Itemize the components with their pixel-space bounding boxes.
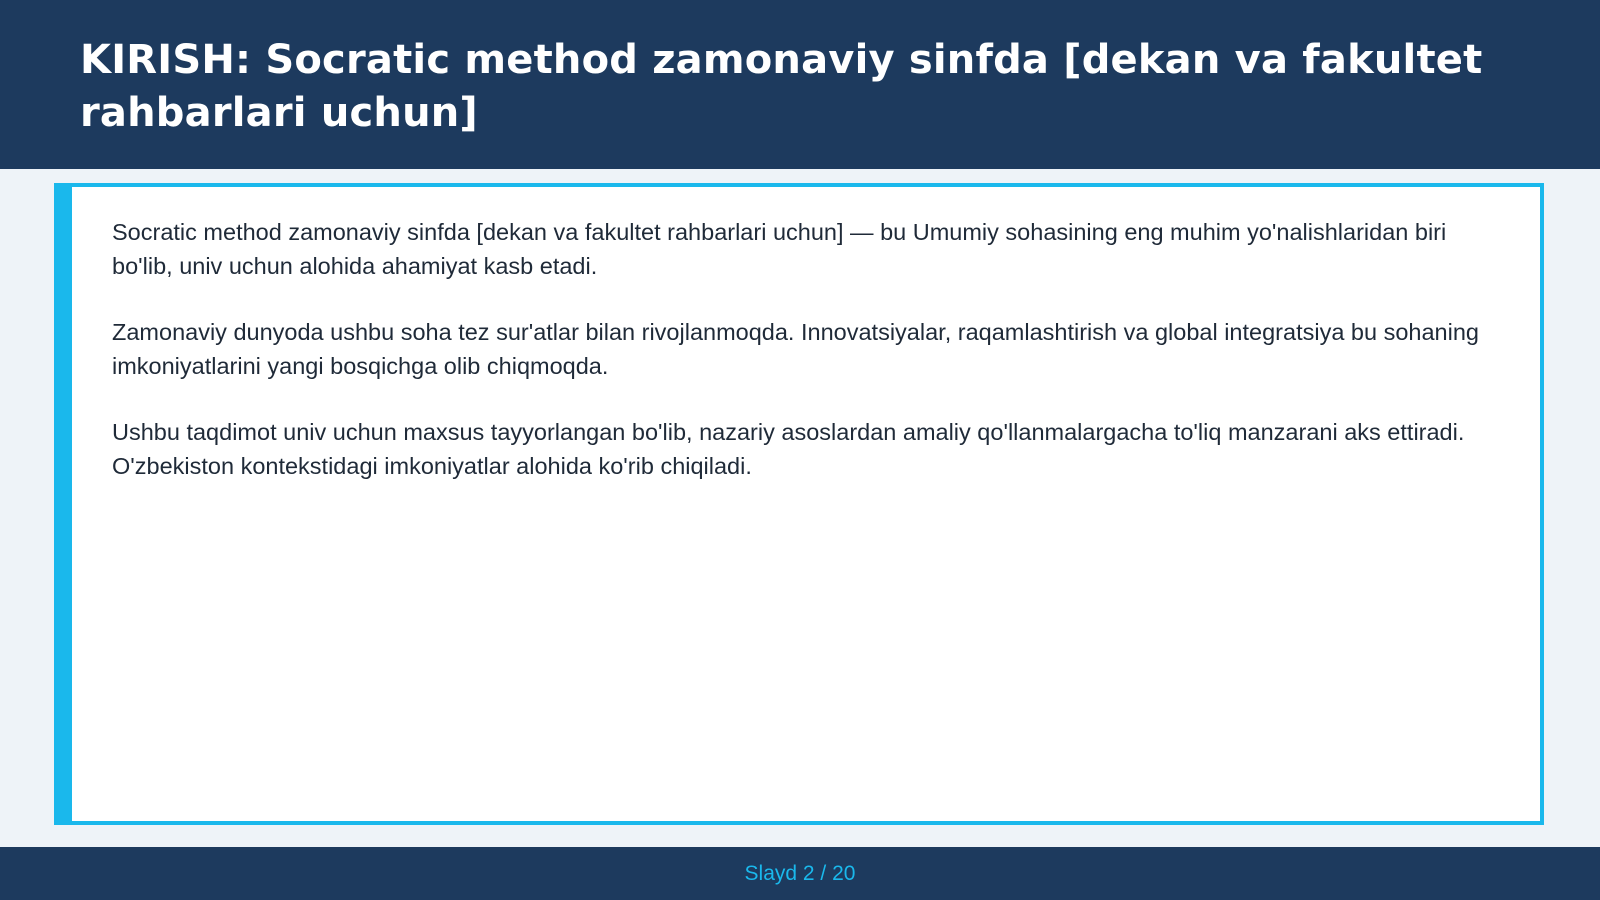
paragraph-intro: Socratic method zamonaviy sinfda [dekan va fakultet rahbarlari uchun] — bu Umumiy sohasining eng muhim yo'nalishlaridan biri bo'lib, univ uchun alohida ahamiyat kasb etadi. bbox=[112, 219, 1447, 279]
slide-title: KIRISH: Socratic method zamonaviy sinfda [dekan va fakultet rahbarlari uchun] bbox=[80, 37, 1483, 136]
slide-number: Slayd 2 / 20 bbox=[744, 862, 856, 885]
slide-footer bbox=[0, 847, 1600, 900]
paragraph-development: Zamonaviy dunyoda ushbu soha tez sur'atlar bilan rivojlanmoqda. Innovatsiyalar, raqamlashtirish va global integratsiya bu sohaning imkoniyatlarini yangi bosqichga olib chiqmoqda. bbox=[112, 319, 1479, 379]
body-text bbox=[112, 215, 1502, 515]
paragraph-purpose: Ushbu taqdimot univ uchun maxsus tayyorlangan bo'lib, nazariy asoslardan amaliy qo'llanmalargacha to'liq manzarani aks ettiradi. O'zbekiston kontekstidagi imkoniyatlar alohida ko'rib chiqiladi. bbox=[112, 419, 1465, 479]
slide-header bbox=[0, 0, 1600, 169]
content-card bbox=[54, 183, 1544, 825]
